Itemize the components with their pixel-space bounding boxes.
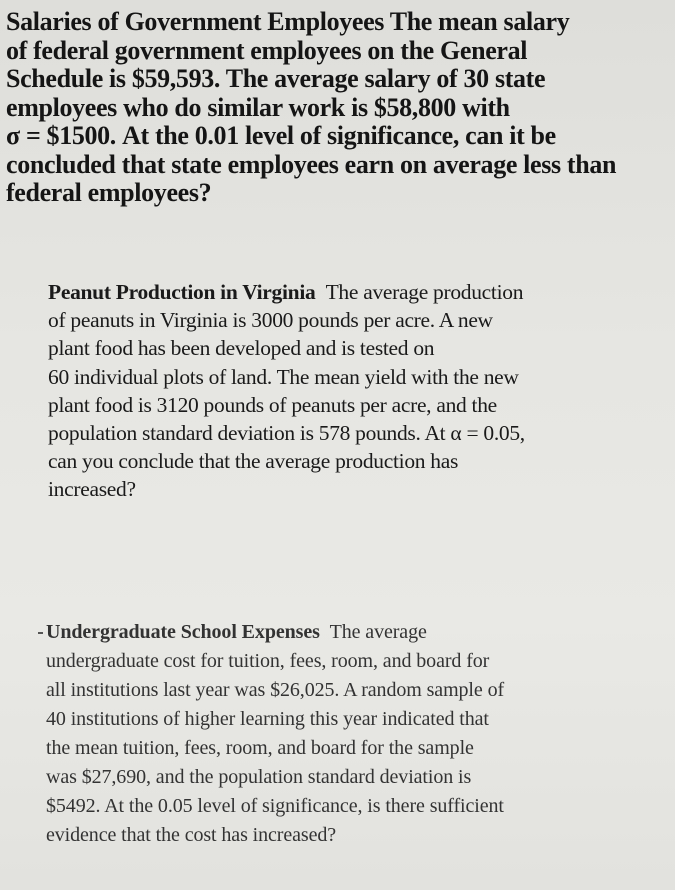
problem-line: of peanuts in Virginia is 3000 pounds per acre. A new <box>48 308 493 333</box>
problem-line: σ = $1500. At the 0.01 level of significance, can it be <box>6 121 556 150</box>
problem-line: plant food is 3120 pounds of peanuts per acre, and the <box>48 392 497 417</box>
problem-school-expenses <box>46 618 656 850</box>
problem-line: undergraduate cost for tuition, fees, room, and board for <box>46 650 490 672</box>
problem-line: increased? <box>48 477 136 502</box>
bullet-mark <box>38 632 43 634</box>
problem-line: Salaries of Government Employees The mean salary <box>6 7 570 36</box>
problem-line: 40 institutions of higher learning this year indicated that <box>46 708 489 730</box>
problem-line: federal employees? <box>6 178 212 207</box>
problem-line: plant food has been developed and is tested on <box>48 336 435 361</box>
problem-line: population standard deviation is 578 pounds. At α = 0.05, <box>48 421 525 446</box>
problem-title: Undergraduate School Expenses <box>46 621 320 643</box>
problem-title-line: Peanut Production in Virginia The average production <box>48 280 524 304</box>
problem-line: evidence that the cost has increased? <box>46 824 337 846</box>
problem-line: Schedule is $59,593. The average salary of 30 state <box>6 64 546 93</box>
problem-title: Peanut Production in Virginia <box>48 280 316 304</box>
problem-title-line: Undergraduate School Expenses The average <box>46 621 427 643</box>
problem-salaries <box>6 8 666 208</box>
problem-line: of federal government employees on the General <box>6 35 528 65</box>
problem-line: $5492. At the 0.05 level of significance, is there sufficient <box>46 795 504 817</box>
problem-line: 60 individual plots of land. The mean yield with the new <box>48 364 519 389</box>
problem-line: can you conclude that the average production has <box>48 449 459 474</box>
problem-line: concluded that state employees earn on average less than <box>6 149 617 179</box>
problem-line: employees who do similar work is $58,800 with <box>6 92 510 122</box>
problem-peanut-production <box>48 278 648 504</box>
problem-line: was $27,690, and the population standard deviation is <box>46 766 472 788</box>
problem-line: all institutions last year was $26,025. A random sample of <box>46 679 505 701</box>
problem-line: the mean tuition, fees, room, and board for the sample <box>46 737 474 759</box>
